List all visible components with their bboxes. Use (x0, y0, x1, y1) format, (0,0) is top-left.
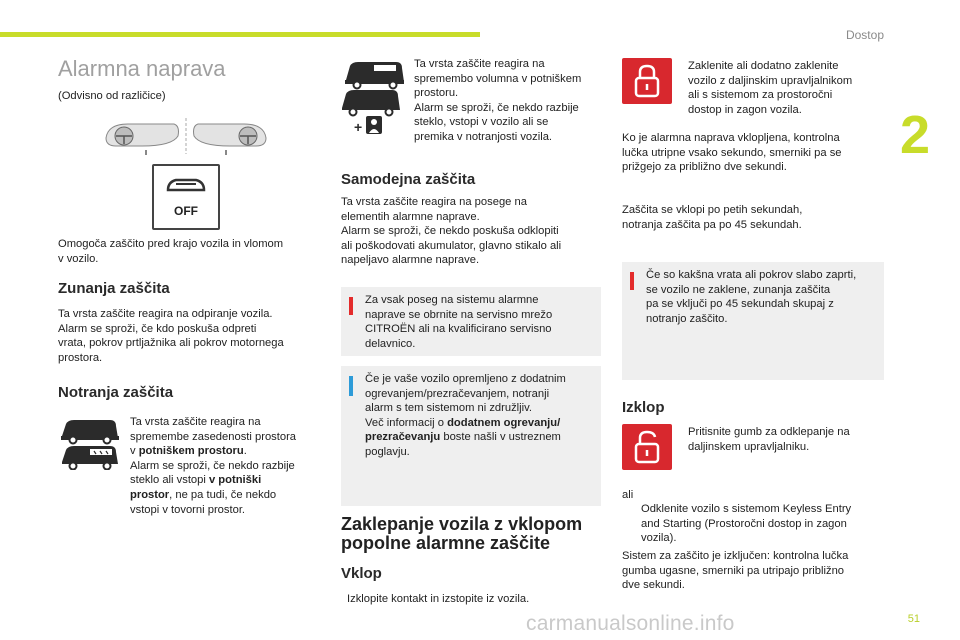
svg-text:+: + (354, 119, 363, 135)
text-run-bold: potniškem prostoru (138, 445, 244, 458)
text-line: vozilo z daljinskim upravljalnikom (688, 74, 853, 87)
text-line: dostop in zagon vozila. (688, 103, 802, 116)
text-line: Omogoča zaščito pred krajo vozila in vlomom (58, 238, 284, 250)
text-line: prostora. (58, 351, 103, 364)
interior-text (130, 415, 296, 517)
text-line: notranjo zaščito. (646, 312, 728, 325)
text-run: Več informacij o (365, 416, 448, 429)
text-line: ogrevanjem/prezračevanjem, notranji (365, 387, 550, 400)
lock-step (688, 59, 852, 117)
text-line: prižgejo za približno dve sekundi. (622, 161, 787, 174)
text-line (130, 444, 296, 459)
info-icon (349, 376, 353, 396)
text-line: elementih alarmne naprave. (341, 210, 480, 223)
text-run-bold: prezračevanju (365, 431, 441, 444)
delay-text (622, 203, 802, 232)
text-line: Alarm se sproži, če kdo poskuša odpreti (58, 322, 257, 335)
text-line: prostoru. (414, 87, 459, 100)
volume-text (414, 57, 581, 145)
text-line: Ta vrsta zaščite reagira na (414, 58, 545, 70)
text-line: Zaklenite ali dodatno zaklenite (688, 60, 839, 72)
text-line: spremembo volumna v potniškem (414, 72, 582, 85)
text-run-bold: v potniški (208, 474, 262, 487)
text-line (365, 430, 591, 445)
text-line: Alarm se sproži, če nekdo razbije (130, 459, 295, 472)
warning-box (622, 262, 884, 380)
page-number: 51 (907, 613, 920, 625)
text-line: Ta vrsta zaščite reagira na (130, 416, 261, 428)
text-line: CITROËN ali na kvalificirano servisno (365, 323, 552, 336)
exterior-text (58, 307, 284, 365)
activation-heading: Vklop (341, 565, 382, 582)
text-line: Sistem za zaščito je izključen: kontrolna lučka (622, 550, 849, 562)
interior-heading: Notranja zaščita (58, 384, 174, 401)
text-line: Če je vaše vozilo opremljeno z dodatnim (365, 373, 566, 385)
text-line: and Starting (Prostoročni dostop in zagon (641, 517, 847, 530)
text-line: Pritisnite gumb za odklepanje na (688, 426, 850, 438)
text-run: steklo ali vstopi (130, 474, 209, 487)
lock-icon (622, 58, 672, 104)
text-line: Ta vrsta zaščite reagira na odpiranje vozila. (58, 308, 273, 320)
text-line: ali s sistemom za prostoročni (688, 89, 833, 102)
text-line: daljinskem upravljalniku. (688, 440, 810, 453)
self-protection-heading: Samodejna zaščita (341, 171, 476, 188)
off-label: OFF (174, 204, 198, 218)
text-run-bold: dodatnem ogrevanju/ (447, 416, 561, 429)
text-line: v vozilo. (58, 252, 99, 265)
page-title: Alarmna naprava (58, 56, 226, 81)
warning-text (365, 293, 591, 351)
car-top-icon (164, 174, 208, 201)
info-box (341, 366, 601, 506)
text-line: dve sekundi. (622, 579, 685, 592)
mirrors-illustration (102, 116, 270, 156)
text-line: vrata, pokrov prtljažnika ali pokrov motornega (58, 337, 284, 350)
accent-bar (0, 32, 480, 37)
text-line: popolne alarmne zaščite (341, 533, 551, 553)
info-text (365, 372, 591, 460)
text-run: , ne pa tudi, če nekdo (169, 488, 277, 501)
text-line: spremembe zasedenosti prostora (130, 430, 297, 443)
deactivated-result (622, 549, 848, 593)
text-line (365, 416, 591, 431)
text-line: Zaščita se vklopi po petih sekundah, (622, 204, 803, 216)
warning-icon (349, 297, 353, 315)
text-line: alarm s tem sistemom ni združljiv. (365, 402, 533, 415)
activation-step (341, 592, 529, 608)
text-run: v (130, 445, 139, 458)
or-text: ali (622, 489, 634, 501)
text-line: delavnico. (365, 337, 416, 350)
van-illustration (60, 416, 122, 470)
watermark: carmanualsonline.info (526, 612, 735, 635)
text-run: . (243, 445, 247, 458)
text-run: boste našli v ustreznem (440, 431, 561, 444)
text-line: naprave se obrnite na servisno mrežo (365, 308, 553, 321)
keyless-step (622, 502, 851, 546)
text-line: lučka utripne vsako sekundo, smerniki pa se (622, 146, 842, 159)
text-line: gumba ugasne, smerniki pa utripajo približno (622, 564, 845, 577)
alarm-off-button-illustration (152, 164, 220, 230)
text-line: poglavju. (365, 445, 410, 458)
text-line: napeljavo alarmne naprave. (341, 254, 480, 267)
exterior-heading: Zunanja zaščita (58, 280, 170, 297)
unlock-icon (622, 424, 672, 470)
self-protection-text (341, 195, 561, 268)
text-line: premika v notranjosti vozila. (414, 130, 553, 143)
alarm-active-text (622, 131, 842, 175)
text-line: pa se vključi po 45 sekundah skupaj z (646, 298, 834, 311)
deactivation-heading: Izklop (622, 399, 665, 416)
text-line: se vozilo ne zaklene, zunanja zaščita (646, 283, 831, 296)
van-volume-illustration (340, 58, 406, 136)
text-line: Za vsak poseg na sistemu alarmne (365, 294, 539, 306)
text-line: Zaklepanje vozila z vklopom (341, 514, 583, 534)
locking-heading (341, 515, 582, 553)
text-line: Odklenite vozilo s sistemom Keyless Entry (641, 503, 852, 515)
step-text: Izklopite kontakt in izstopite iz vozila. (347, 593, 530, 605)
chapter-number: 2 (899, 105, 930, 165)
unlock-step (688, 425, 850, 454)
text-line: notranja zaščita pa po 45 sekundah. (622, 218, 802, 231)
text-line: Alarm se sproži, če nekdo poskuša odklopiti (341, 225, 559, 238)
text-line: Ko je alarmna naprava vklopljena, kontrolna (622, 132, 840, 144)
text-line: Alarm se sproži, če nekdo razbije (414, 101, 579, 114)
text-run-bold: prostor (130, 488, 170, 501)
text-line: vstopi v tovorni prostor. (130, 503, 246, 516)
warning-text (646, 268, 874, 326)
text-line (130, 473, 296, 488)
text-line: Če so kakšna vrata ali pokrov slabo zaprti, (646, 269, 857, 281)
warning-box (341, 287, 601, 356)
text-line: ali poškodovati akumulator, glavno stikalo ali (341, 239, 562, 252)
text-line: vozila). (641, 532, 677, 545)
text-line: steklo, vstopi v vozilo ali se (414, 116, 549, 129)
protection-description (58, 237, 283, 266)
warning-icon (630, 272, 634, 290)
intro-note: (Odvisno od različice) (58, 90, 166, 102)
text-line: Ta vrsta zaščite reagira na posege na (341, 196, 527, 208)
section-label: Dostop (845, 28, 884, 42)
text-line (130, 488, 296, 503)
